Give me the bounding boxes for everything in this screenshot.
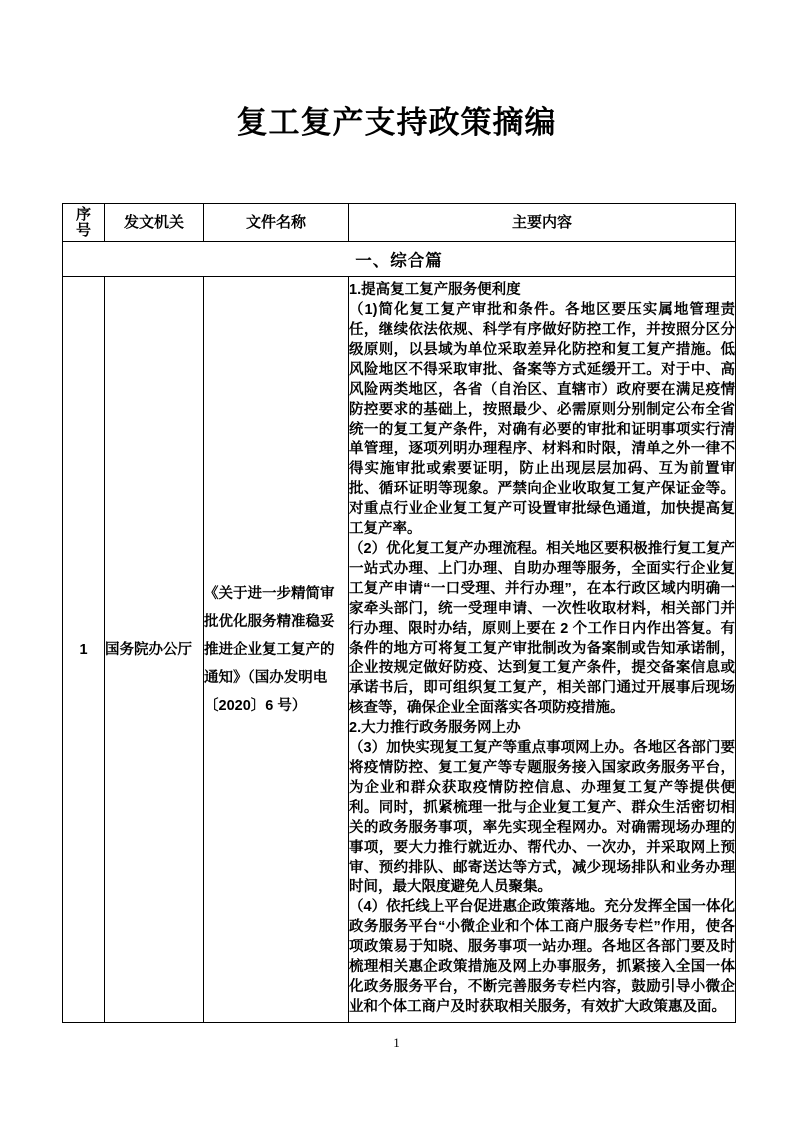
cell-main-content bbox=[349, 277, 736, 1023]
header-cell-number bbox=[63, 204, 105, 242]
table-row bbox=[63, 277, 736, 1023]
header-cell-main-content bbox=[349, 204, 736, 242]
table-header-row bbox=[63, 204, 736, 242]
cell-agency bbox=[105, 277, 204, 1023]
content-paragraph: （2）优化复工复产办理流程。相关地区要积极推行复工复产一站式办理、上门办理、自助办理等服务，全面实行企业复工复产申请“一口受理、并行办理”，在本行政区域内明确一家牵头部门，统一受理申请、一次性收取材料，相关部门并行办理、限时办结，原则上要在 2 个工作日内作出答复。有条件的地方可将复工复产审批制改为备案制或告知承诺制，企业按规定做好防疫、达到复工复产条件，提交备案信息或承诺书后，即可组织复工复产，相关部门通过开展事后现场核查等，确保企业全面落实各项防疫措施。 bbox=[349, 541, 735, 717]
row-number: 1 bbox=[79, 641, 88, 658]
section-title: 一、综合篇 bbox=[355, 252, 443, 270]
agency-name: 国务院办公厅 bbox=[105, 641, 192, 658]
header-main-content-label: 主要内容 bbox=[511, 214, 572, 231]
page-title: 复工复产支持政策摘编 bbox=[236, 105, 557, 140]
document-name: 《关于进一步精简审批优化服务精准稳妥推进企业复工复产的通知》（国办发明电〔2020〕6 号） bbox=[204, 585, 335, 714]
header-number-label: 序号 bbox=[75, 205, 91, 239]
content-paragraph: 2.大力推行政务服务网上办 bbox=[349, 720, 521, 737]
content-paragraph: （3）加快实现复工复产等重点事项网上办。各地区各部门要将疫情防控、复工复产等专题服务接入国家政务服务平台，为企业和群众获取疫情防控信息、办理复工复产等提供便利。同时，抓紧梳理一批与企业复工复产、群众生活密切相关的政务服务事项，率先实现全程网办。对确需现场办理的事项，要大力推行就近办、帮代办、一次办，并采取网上预审、预约排队、邮寄送达等方式，减少现场排队和业务办理时间，最大限度避免人员聚集。 bbox=[349, 740, 735, 896]
content-paragraph: （4）依托线上平台促进惠企政策落地。充分发挥全国一体化政务服务平台“小微企业和个体工商户服务专栏”作用，使各项政策易于知晓、服务事项一站办理。各地区各部门要及时梳理相关惠企政策措施及网上办事服务，抓紧接入全国一体化政务服务平台，不断完善服务专栏内容，鼓励引导小微企业和个体工商户及时获取相关服务，有效扩大政策惠及面。 bbox=[349, 899, 735, 1015]
policy-table bbox=[62, 203, 736, 1023]
cell-row-number bbox=[63, 277, 105, 1023]
content-paragraph: （1)简化复工复产审批和条件。各地区要压实属地管理责任，继续依法依规、科学有序做好防控工作，并按照分区分级原则，以县域为单位采取差异化防控和复工复产措施。低风险地区不得采取审批、备案等方式延缓开工。对于中、高风险两类地区，各省（自治区、直辖市）政府要在满足疫情防控要求的基础上，按照最少、必需原则分别制定公布全省统一的复工复产条件，对确有必要的审批和证明事项实行清单管理，逐项列明办理程序、材料和时限，清单之外一律不得实施审批或索要证明，防止出现层层加码、互为前置审批、循环证明等现象。严禁向企业收取复工复产保证金等。对重点行业企业复工复产可设置审批绿色通道，加快提高复工复产率。 bbox=[349, 302, 735, 538]
header-document-name-label: 文件名称 bbox=[245, 214, 306, 231]
header-cell-agency bbox=[105, 204, 204, 242]
header-agency-label: 发文机关 bbox=[123, 214, 184, 231]
section-cell bbox=[63, 242, 736, 277]
page-number: 1 bbox=[393, 1035, 400, 1050]
cell-document-name bbox=[204, 277, 349, 1023]
header-cell-document-name bbox=[204, 204, 349, 242]
content-paragraph: 1.提高复工复产服务便利度 bbox=[349, 282, 521, 299]
section-row bbox=[63, 242, 736, 277]
